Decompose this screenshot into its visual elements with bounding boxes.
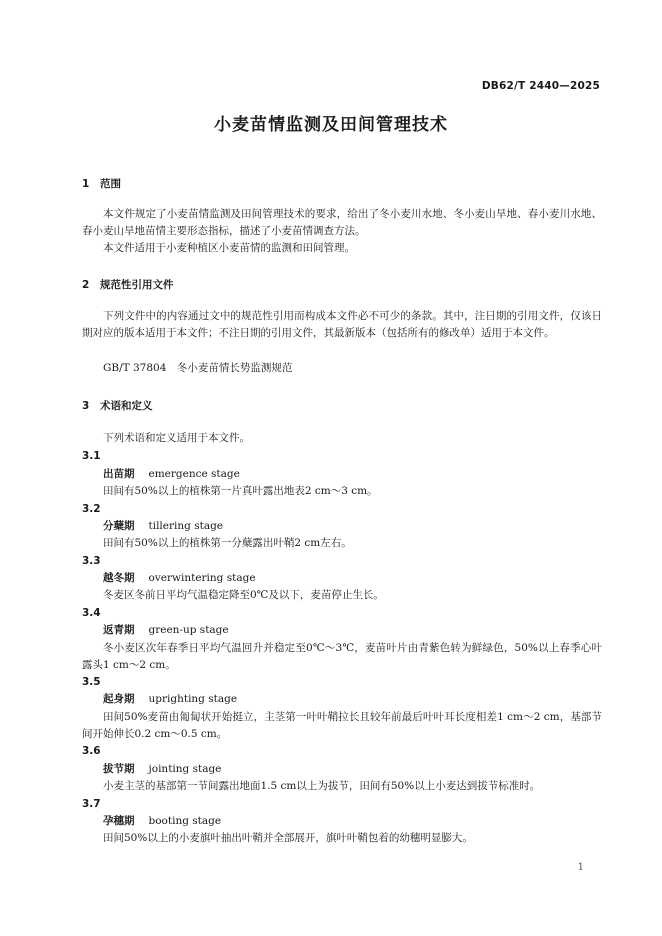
term-entry — [103, 813, 221, 830]
page-number: 1 — [577, 862, 584, 873]
term-entry — [103, 761, 221, 778]
term-chinese: 出苗期 — [103, 468, 135, 480]
term-english: tillering stage — [148, 520, 224, 532]
term-number: 3.6 — [82, 745, 101, 757]
section-number: 2 — [82, 279, 90, 291]
term-definition: 田间50%麦苗由匍匐状开始挺立，主茎第一叶叶鞘拉长且较年前最后叶叶耳长度相差1 cm～2 cm，基部节间开始伸长0.2 cm～0.5 cm。 — [82, 711, 602, 740]
section-title: 术语和定义 — [100, 400, 153, 412]
term-english: emergence stage — [148, 468, 240, 480]
term-entry — [103, 622, 229, 639]
section-number: 3 — [82, 400, 90, 412]
term-entry — [103, 570, 256, 587]
term-english: booting stage — [148, 815, 222, 827]
term-number: 3.1 — [82, 450, 101, 462]
term-english: green-up stage — [148, 624, 229, 636]
term-number: 3.4 — [82, 607, 101, 619]
term-chinese: 孕穗期 — [103, 815, 135, 827]
term-definition: 冬麦区冬前日平均气温稳定降至0℃及以下，麦苗停止生长。 — [103, 589, 384, 601]
section-2-paragraph-1: 下列文件中的内容通过文中的规范性引用而构成本文件必不可少的条款。其中，注日期的引用文件，仅该日期对应的版本适用于本文件；不注日期的引用文件，其最新版本（包括所有的修改单）适用于本文件。 — [82, 310, 602, 339]
term-entry — [103, 466, 240, 483]
normative-reference: GB/T 37804 冬小麦苗情长势监测规范 — [103, 362, 293, 374]
section-3-intro: 下列术语和定义适用于本文件。 — [103, 432, 250, 444]
term-entry — [103, 518, 223, 535]
term-chinese: 越冬期 — [103, 572, 135, 584]
standard-number: DB62/T 2440—2025 — [481, 80, 600, 92]
term-definition: 小麦主茎的基部第一节间露出地面1.5 cm以上为拔节，田间有50%以上小麦达到拔节标准时。 — [103, 780, 541, 792]
term-definition: 冬小麦区次年春季日平均气温回升并稳定至0℃～3℃，麦苗叶片由青紫色转为鲜绿色，50%以上春季心叶露头1 cm～2 cm。 — [82, 642, 602, 671]
section-heading-3 — [82, 398, 153, 413]
term-definition: 田间有50%以上的植株第一片真叶露出地表2 cm～3 cm。 — [103, 485, 378, 497]
document-title: 小麦苗情监测及田间管理技术 — [214, 115, 448, 135]
term-entry — [103, 691, 237, 708]
section-1-paragraph-2: 本文件适用于小麦种植区小麦苗情的监测和田间管理。 — [103, 242, 355, 254]
term-definition: 田间有50%以上的植株第一分蘖露出叶鞘2 cm左右。 — [103, 537, 352, 549]
section-heading-1 — [82, 176, 121, 191]
term-number: 3.5 — [82, 676, 101, 688]
term-number: 3.3 — [82, 555, 101, 567]
term-chinese: 起身期 — [103, 693, 135, 705]
term-number: 3.2 — [82, 503, 101, 515]
term-chinese: 分蘖期 — [103, 520, 135, 532]
term-definition: 田间50%以上的小麦旗叶抽出叶鞘并全部展开，旗叶叶鞘包着的幼穗明显膨大。 — [103, 832, 473, 844]
section-title: 规范性引用文件 — [100, 279, 174, 291]
term-english: overwintering stage — [148, 572, 256, 584]
section-title: 范围 — [100, 178, 121, 190]
term-number: 3.7 — [82, 798, 101, 810]
section-1-paragraph-1: 本文件规定了小麦苗情监测及田间管理技术的要求，给出了冬小麦川水地、冬小麦山旱地、春小麦川水地、春小麦山旱地苗情主要形态指标，描述了小麦苗情调查方法。 — [82, 208, 602, 237]
term-chinese: 返青期 — [103, 624, 135, 636]
section-heading-2 — [82, 277, 174, 292]
term-english: uprighting stage — [148, 693, 238, 705]
term-english: jointing stage — [148, 763, 222, 775]
section-number: 1 — [82, 178, 90, 190]
term-chinese: 拔节期 — [103, 763, 135, 775]
